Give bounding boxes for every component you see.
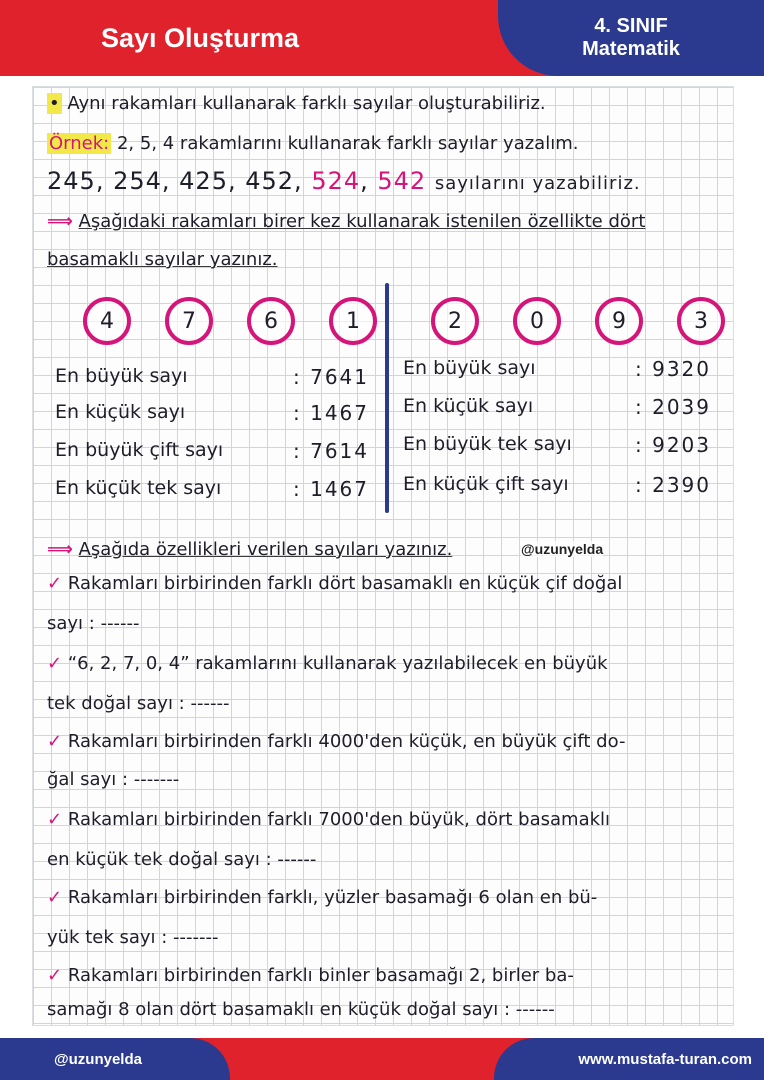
task2-text: Aşağıda özellikleri verilen sayıları yazınız. — [78, 539, 453, 560]
question-answer-line — [47, 849, 316, 870]
example-number: 254 — [113, 167, 162, 195]
check-icon: ✓ — [47, 653, 63, 674]
left-result-row — [55, 439, 369, 463]
check-icon: ✓ — [47, 887, 63, 908]
intro-rule-text: Aynı rakamları kullanarak farklı sayılar oluşturabiliriz. — [67, 93, 546, 114]
result-value: : 7641 — [293, 365, 369, 389]
arrow-icon: ⟹ — [47, 539, 73, 560]
result-label: En büyük çift sayı — [55, 439, 224, 461]
watermark-handle: @uzunyelda — [521, 541, 604, 557]
result-label: En büyük sayı — [55, 365, 188, 387]
example-numbers: 245, 254, 425, 452, 524, 542 sayılarını yazabiliriz. — [47, 167, 641, 195]
example-number: 452 — [245, 167, 295, 195]
check-icon: ✓ — [47, 731, 63, 752]
right-result-row — [403, 433, 711, 457]
question-text: Rakamları birbirinden farklı 4000'den küçük, en büyük çift do- — [67, 731, 626, 752]
digit-circle: 1 — [329, 297, 377, 345]
grade-badge — [498, 0, 764, 76]
result-value: : 1467 — [293, 401, 369, 425]
question-text: Rakamları birbirinden farklı binler basamağı 2, birler ba- — [67, 965, 574, 986]
result-value: : 1467 — [293, 477, 369, 501]
digit-circle: 6 — [247, 297, 295, 345]
question-text: samağı 8 olan dört basamaklı en küçük doğal sayı : ------ — [47, 999, 555, 1020]
question-answer-line — [47, 613, 140, 634]
question-text: sayı : ------ — [47, 613, 140, 634]
digit-circle: 2 — [431, 297, 479, 345]
result-label: En küçük sayı — [403, 395, 534, 417]
digit-circle: 3 — [677, 297, 725, 345]
left-digit-set — [83, 297, 411, 345]
question-line — [47, 653, 608, 674]
arrow-icon: ⟹ — [47, 211, 73, 232]
question-line — [47, 887, 597, 908]
worksheet-paper — [32, 86, 734, 1026]
digit-circle: 9 — [595, 297, 643, 345]
footer-handle[interactable]: @uzunyelda — [0, 1038, 230, 1080]
question-text: “6, 2, 7, 0, 4” rakamlarını kullanarak yazılabilecek en büyük — [67, 653, 608, 674]
task1-text1: Aşağıdaki rakamları birer kez kullanarak istenilen özellikte dört — [78, 211, 646, 232]
result-value: : 2039 — [635, 395, 711, 419]
result-value: : 9203 — [635, 433, 711, 457]
result-value: : 9320 — [635, 357, 711, 381]
question-answer-line — [47, 999, 555, 1020]
example-number: 425 — [179, 167, 228, 195]
left-result-row — [55, 477, 369, 501]
check-icon: ✓ — [47, 809, 63, 830]
result-label: En küçük sayı — [55, 401, 186, 423]
question-text: tek doğal sayı : ------ — [47, 693, 230, 714]
result-label: En küçük tek sayı — [55, 477, 222, 499]
example-number: 524 — [311, 167, 361, 195]
column-divider — [385, 283, 389, 513]
question-text: en küçük tek doğal sayı : ------ — [47, 849, 317, 870]
footer-bar — [0, 1038, 764, 1080]
question-line — [47, 965, 574, 986]
right-result-row — [403, 395, 711, 419]
footer-website-link[interactable]: www.mustafa-turan.com — [494, 1038, 764, 1080]
right-result-row — [403, 473, 711, 497]
question-line — [47, 809, 610, 830]
right-result-row — [403, 357, 711, 381]
header-bar — [0, 0, 764, 76]
result-value: : 2390 — [635, 473, 711, 497]
result-label: En büyük tek sayı — [403, 433, 572, 455]
grade-label: 4. SINIF — [594, 15, 668, 37]
check-icon: ✓ — [47, 965, 63, 986]
left-result-row — [55, 401, 369, 425]
right-digit-set — [431, 297, 759, 345]
example-number: 245 — [47, 167, 96, 195]
digit-circle: 4 — [83, 297, 131, 345]
bullet-dot-icon: • — [49, 93, 60, 114]
task1-line1 — [47, 211, 645, 232]
page-title: Sayı Oluşturma — [100, 22, 300, 53]
task2-line — [47, 539, 452, 560]
question-text: Rakamları birbirinden farklı 7000'den büyük, dört basamaklı — [67, 809, 611, 830]
left-result-row — [55, 365, 369, 389]
task1-text2: basamaklı sayılar yazınız. — [47, 249, 278, 270]
question-answer-line — [47, 927, 219, 948]
example-label: Örnek: — [49, 133, 110, 154]
digit-circle: 0 — [513, 297, 561, 345]
result-label: En küçük çift sayı — [403, 473, 569, 495]
question-answer-line — [47, 769, 179, 790]
numbers-suffix: sayılarını yazabiliriz. — [434, 173, 641, 194]
subject-label: Matematik — [582, 38, 680, 60]
intro-rule — [47, 93, 546, 114]
question-answer-line — [47, 693, 229, 714]
question-text: yük tek sayı : ------- — [47, 927, 219, 948]
result-label: En büyük sayı — [403, 357, 536, 379]
task1-line2 — [47, 249, 278, 270]
check-icon: ✓ — [47, 573, 63, 594]
question-text: Rakamları birbirinden farklı dört basamaklı en küçük çif doğal — [67, 573, 623, 594]
result-value: : 7614 — [293, 439, 369, 463]
digit-circle: 7 — [165, 297, 213, 345]
example-number: 542 — [377, 167, 427, 195]
question-text: ğal sayı : ------- — [47, 769, 180, 790]
example-line — [47, 133, 578, 154]
question-text: Rakamları birbirinden farklı, yüzler basamağı 6 olan en bü- — [67, 887, 598, 908]
question-line — [47, 573, 622, 594]
example-text: 2, 5, 4 rakamlarını kullanarak farklı sayılar yazalım. — [116, 133, 579, 154]
question-line — [47, 731, 625, 752]
